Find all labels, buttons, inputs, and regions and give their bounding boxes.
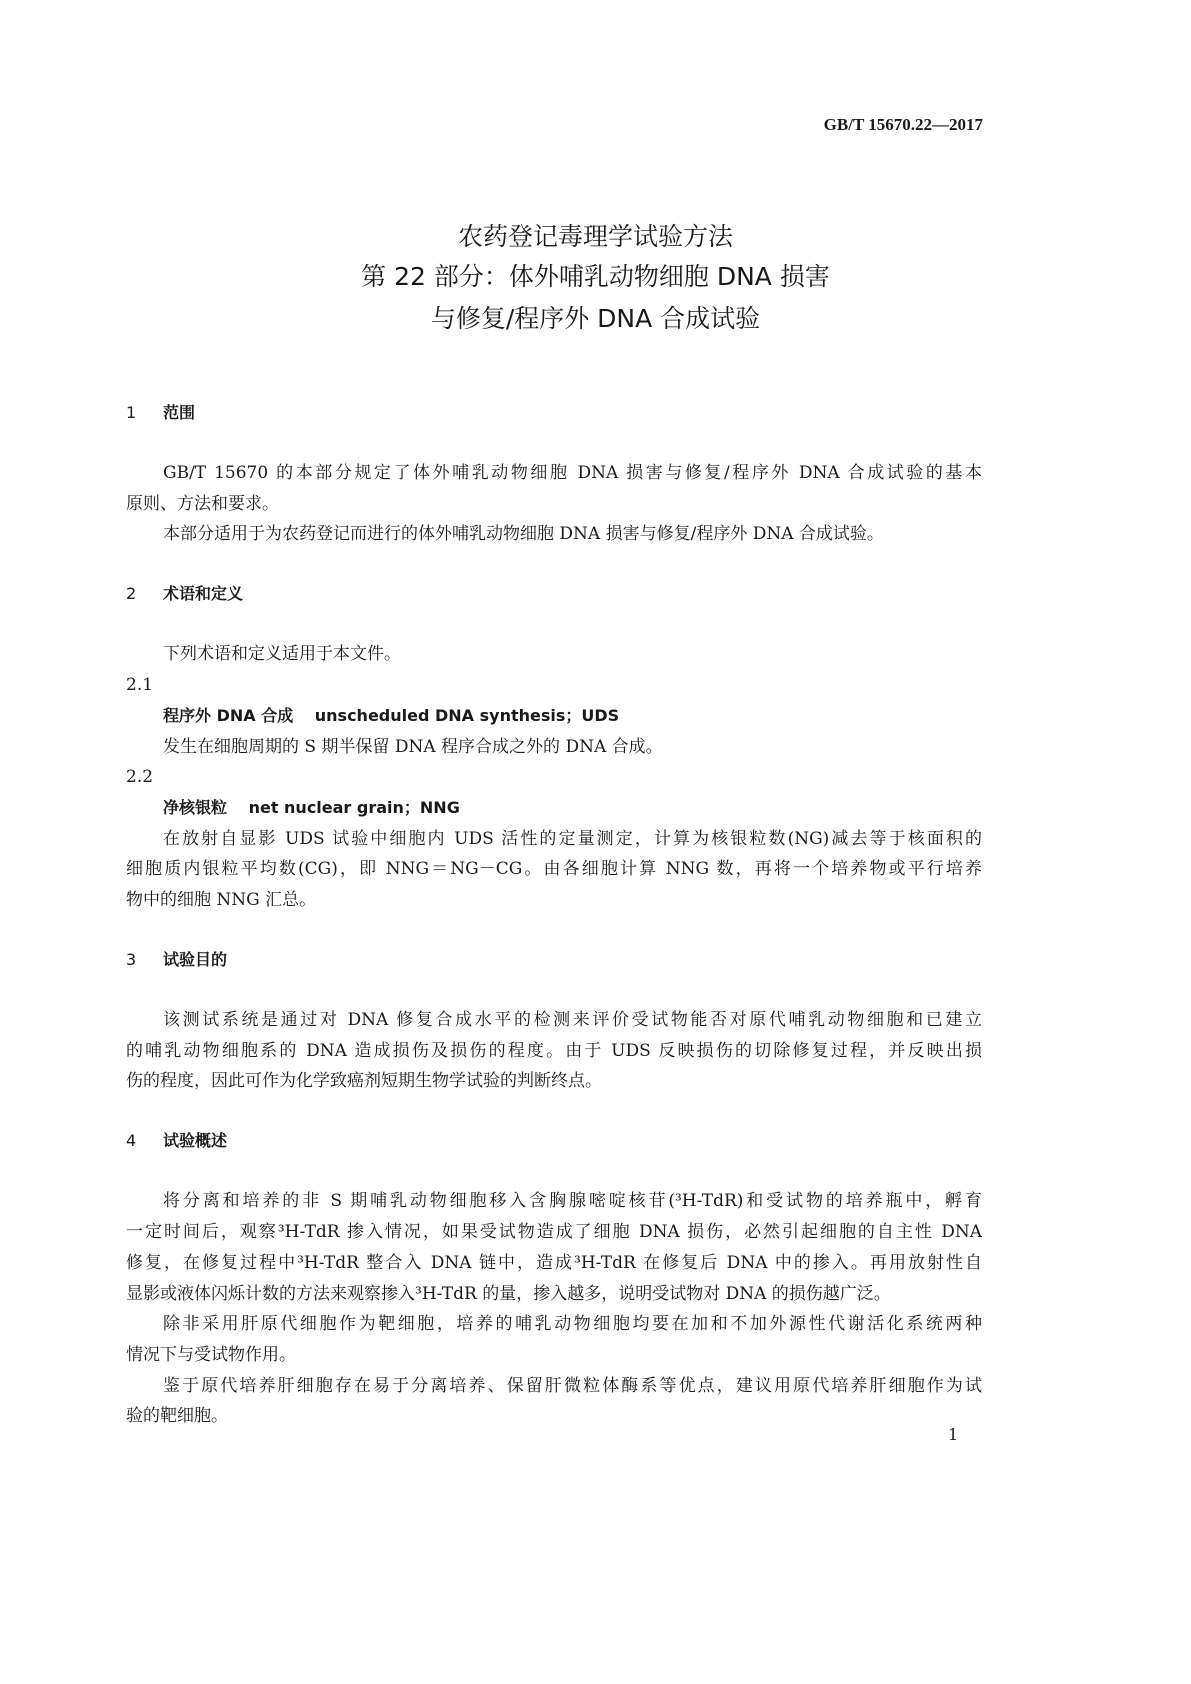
- paragraph-line: 发生在细胞周期的 S 期半保留 DNA 程序合成之外的 DNA 合成。: [163, 736, 663, 757]
- section-title: 试验概述: [163, 1131, 228, 1151]
- standard-number: GB/T 15670.22—2017: [823, 115, 983, 134]
- title-line-3: 与修复/程序外 DNA 合成试验: [430, 304, 761, 333]
- paragraph-line: 原则、方法和要求。: [126, 493, 279, 514]
- section-title: 术语和定义: [163, 584, 244, 604]
- section-heading: [126, 1129, 982, 1153]
- term-number: 2.1: [126, 675, 154, 696]
- section-number: 2: [126, 584, 137, 604]
- title-line-2: 第 22 部分：体外哺乳动物细胞 DNA 损害: [361, 262, 830, 291]
- paragraph-line: 该测试系统是通过对 DNA 修复合成水平的检测来评价受试物能否对原代哺乳动物细胞和已建立: [163, 1010, 982, 1030]
- paragraph-line: 鉴于原代培养肝细胞存在易于分离培养、保留肝微粒体酶系等优点，建议用原代培养肝细胞作为试: [163, 1375, 982, 1396]
- term-number: 2.2: [126, 767, 154, 788]
- paragraph-line: 除非采用肝原代细胞作为靶细胞，培养的哺乳动物细胞均要在加和不加外源性代谢活化系统两种: [163, 1314, 982, 1335]
- section-title: 范围: [163, 403, 196, 422]
- paragraph-line: 情况下与受试物作用。: [126, 1344, 296, 1365]
- paragraph-line: 显影或液体闪烁计数的方法来观察掺入³H-TdR 的量，掺入越多，说明受试物对 DNA 的损伤越广泛。: [126, 1283, 891, 1304]
- paragraph-line: 验的靶细胞。: [126, 1406, 228, 1427]
- paragraph-line: 将分离和培养的非 S 期哺乳动物细胞移入含胸腺嘧啶核苷(³H-TdR)和受试物的培养瓶中，孵育: [163, 1191, 982, 1212]
- term-entry: 净核银粒 net nuclear grain；NNG: [163, 797, 460, 817]
- section-heading: [126, 401, 982, 425]
- paragraph-line: GB/T 15670 的本部分规定了体外哺乳动物细胞 DNA 损害与修复/程序外 DNA 合成试验的基本: [163, 463, 982, 483]
- paragraph-line: 下列术语和定义适用于本文件。: [163, 644, 401, 665]
- paragraph-line: 伤的程度，因此可作为化学致癌剂短期生物学试验的判断终点。: [126, 1071, 602, 1092]
- paragraph-line: 本部分适用于为农药登记而进行的体外哺乳动物细胞 DNA 损害与修复/程序外 DNA 合成试验。: [163, 524, 884, 545]
- section-number: 4: [126, 1131, 137, 1151]
- term-entry: 程序外 DNA 合成 unscheduled DNA synthesis；UDS: [163, 705, 620, 725]
- section-heading: [126, 948, 982, 972]
- paragraph-line: 细胞质内银粒平均数(CG)，即 NNG＝NG－CG。由各细胞计算 NNG 数，再将一个培养物或平行培养: [126, 859, 982, 880]
- paragraph-line: 一定时间后，观察³H-TdR 掺入情况，如果受试物造成了细胞 DNA 损伤，必然引起细胞的自主性 DNA: [126, 1222, 982, 1243]
- section-title: 试验目的: [163, 950, 228, 969]
- paragraph-line: 修复，在修复过程中³H-TdR 整合入 DNA 链中，造成³H-TdR 在修复后 DNA 中的掺入。再用放射性自: [126, 1252, 982, 1273]
- section-number: 3: [126, 950, 137, 969]
- paragraph-line: 物中的细胞 NNG 汇总。: [126, 890, 317, 910]
- paragraph-line: 在放射自显影 UDS 试验中细胞内 UDS 活性的定量测定，计算为核银粒数(NG)减去等于核面积的: [163, 828, 982, 849]
- paragraph-line: 的哺乳动物细胞系的 DNA 造成损伤及损伤的程度。由于 UDS 反映损伤的切除修复过程，并反映出损: [126, 1040, 982, 1061]
- title-line-1: 农药登记毒理学试验方法: [457, 222, 733, 251]
- section-heading: [126, 582, 982, 606]
- page-number: 1: [948, 1425, 959, 1444]
- section-number: 1: [126, 403, 137, 422]
